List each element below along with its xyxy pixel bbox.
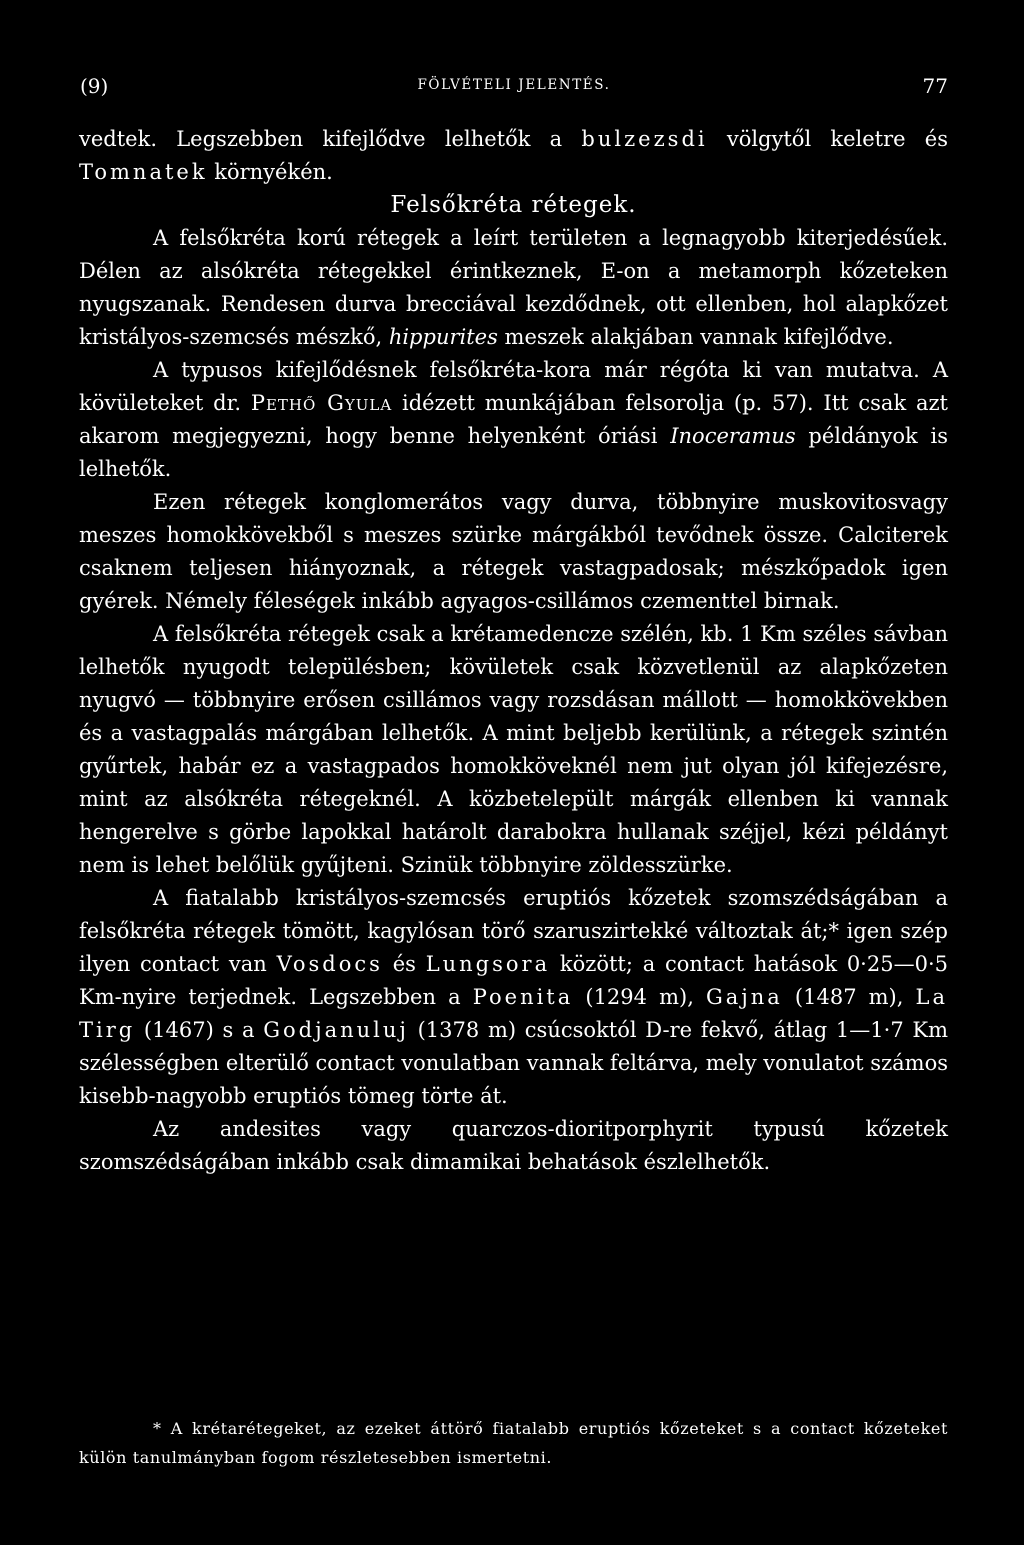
author-name: Pethő Gyula [250, 391, 393, 415]
italic-term: hippurites [388, 325, 498, 349]
section-heading: Felsőkréta rétegek. [390, 192, 637, 218]
place-name: bulzezsdi [581, 127, 708, 151]
place-name: Lungsora [425, 952, 551, 976]
paragraph-continuation: vedtek. Legszebben kifejlődve lelhetők a bulzezsdi völgytől keletre és Tomnatek környékén. [79, 127, 949, 184]
place-name: La Tirg [79, 985, 948, 1042]
place-name: Vosdocs [276, 952, 383, 976]
footnote [79, 1414, 948, 1472]
paragraph: A felsőkréta korú rétegek a leírt területen a legnagyobb kiterjedésűek. Délen az alsókréta rétegekkel érintkeznek, E-on a metamorph kőzeteken nyugszanak. Rendesen durva brecciával kezdődnek, ott ellenben, hol alapkőzet kristályos-szemcsés mészkő, hippurites meszek alakjában vannak kifejlődve. [79, 226, 948, 349]
running-title: FÖLVÉTELI JELENTÉS. [417, 77, 611, 93]
paragraph: A felsőkréta rétegek csak a krétamedencze szélén, kb. 1 Km széles sávban lelhetők nyugodt településben; kövületek csak közvetlenül az alapkőzeten nyugvó — többnyire erősen csillámos vagy rozsdásan mállott — homokkövekben és a vastagpalás márgában lelhetők. A mint beljebb kerülünk, a rétegek szintén gyűrtek, habár ez a vastagpados homokköveknél nem jut olyan jól kifejezésre, mint az alsókréta rétegeknél. A közbetelepült márgák ellenben ki vannak hengerelve s görbe lapokkal határolt darabokra hullanak széjjel, kézi példányt nem is lehet belőlük gyűjteni. Szinük többnyire zöldesszürke. [79, 622, 948, 877]
page-number: 77 [922, 74, 948, 98]
paragraph: A typusos kifejlődésnek felsőkréta-kora már régóta ki van mutatva. A kövületeket dr. Pethő Gyula idézett munkájában felsorolja (p. 57). Itt csak azt akarom megjegyezni, hogy benne helyenként óriási Inoceramus példányok is lelhetők. [79, 358, 949, 481]
place-name: Godjanuluj [263, 1018, 409, 1042]
italic-term: Inoceramus [670, 424, 796, 448]
place-name: Poenita [472, 985, 574, 1009]
paragraph: Ezen rétegek konglomerátos vagy durva, többnyire muskovitosvagy meszes homokkövekből s meszes szürke márgákból tevődnek össze. Calciterek csaknem teljesen hiányoznak, a rétegek vastagpadosak; mészkőpadok igen gyérek. Némely féleségek inkább agyagos-csillámos czementtel birnak. [79, 490, 948, 613]
place-name: Tomnatek [79, 160, 208, 184]
place-name: Gajna [705, 985, 783, 1009]
body-text [79, 123, 948, 1179]
running-header [80, 74, 948, 100]
paragraph: Az andesites vagy quarczos-dioritporphyrit typusú kőzetek szomszédságában inkább csak dimamikai behatások észlelhetők. [79, 1117, 948, 1174]
paragraph: A fiatalabb kristályos-szemcsés eruptiós kőzetek szomszédságában a felsőkréta rétegek tömött, kagylósan törő szaruszirtekké változtak át;* igen szép ilyen contact van Vosdocs és Lungsora között; a contact hatások 0·25—0·5 Km-nyire terjednek. Legszebben a Poenita (1294 m), Gajna (1487 m), La Tirg (1467) s a Godjanuluj (1378 m) csúcsoktól D-re fekvő, átlag 1—1·7 Km szélességben elterülő contact vonulatban vannak feltárva, mely vonulatot számos kisebb-nagyobb eruptiós tömeg törte át. [79, 886, 949, 1108]
footnote-text: * A krétarétegeket, az ezeket áttörő fiatalabb eruptiós kőzeteket s a contact kőzeteket külön tanulmányban fogom részletesebben ismertetni. [79, 1419, 948, 1467]
section-number: (9) [80, 74, 109, 98]
